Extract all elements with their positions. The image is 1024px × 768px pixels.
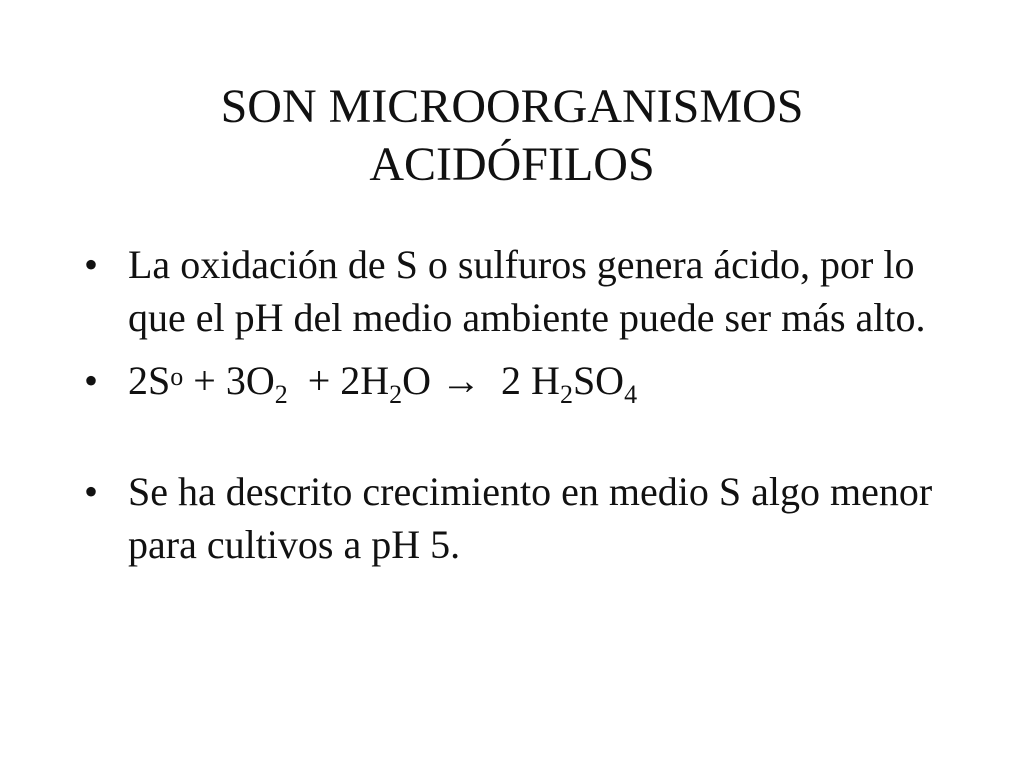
reaction-arrow-icon: → — [441, 358, 482, 403]
eq-subscript: 2 — [274, 380, 288, 409]
bullet-item-growth — [84, 465, 944, 571]
eq-term-acid-so: SO — [572, 358, 625, 403]
bullet-item-equation — [84, 354, 944, 407]
bullet-marker: • — [84, 469, 99, 514]
eq-subscript: 2 — [559, 380, 573, 409]
eq-plus: + — [193, 358, 216, 403]
bullet-text-growth: Se ha descrito crecimiento en medio S algo menor para cultivos a pH 5. — [128, 469, 933, 567]
bullet-marker: • — [84, 358, 99, 403]
eq-term-water: 2H — [340, 358, 390, 403]
chemical-equation — [128, 358, 638, 409]
eq-plus: + — [307, 358, 331, 403]
eq-subscript: 2 — [389, 380, 403, 409]
eq-term-acid: 2 H — [501, 358, 560, 403]
eq-subscript: 4 — [624, 380, 638, 409]
bullet-list — [84, 238, 944, 571]
slide-title — [0, 78, 1024, 194]
bullet-marker: • — [84, 242, 99, 287]
eq-term-oxygen: 3O — [225, 358, 275, 403]
slide-title-line-1: SON MICROORGANISMOS — [220, 80, 804, 133]
eq-term-sulfur: 2S — [128, 358, 171, 403]
bullet-text-oxidation: La oxidación de S o sulfuros genera ácido, por lo que el pH del medio ambiente puede ser más alto. — [128, 242, 926, 340]
eq-superscript-o: o — [170, 362, 184, 391]
eq-term-water-o: O — [402, 358, 432, 403]
bullet-item-oxidation — [84, 238, 944, 344]
slide-title-line-2: ACIDÓFILOS — [369, 138, 655, 191]
